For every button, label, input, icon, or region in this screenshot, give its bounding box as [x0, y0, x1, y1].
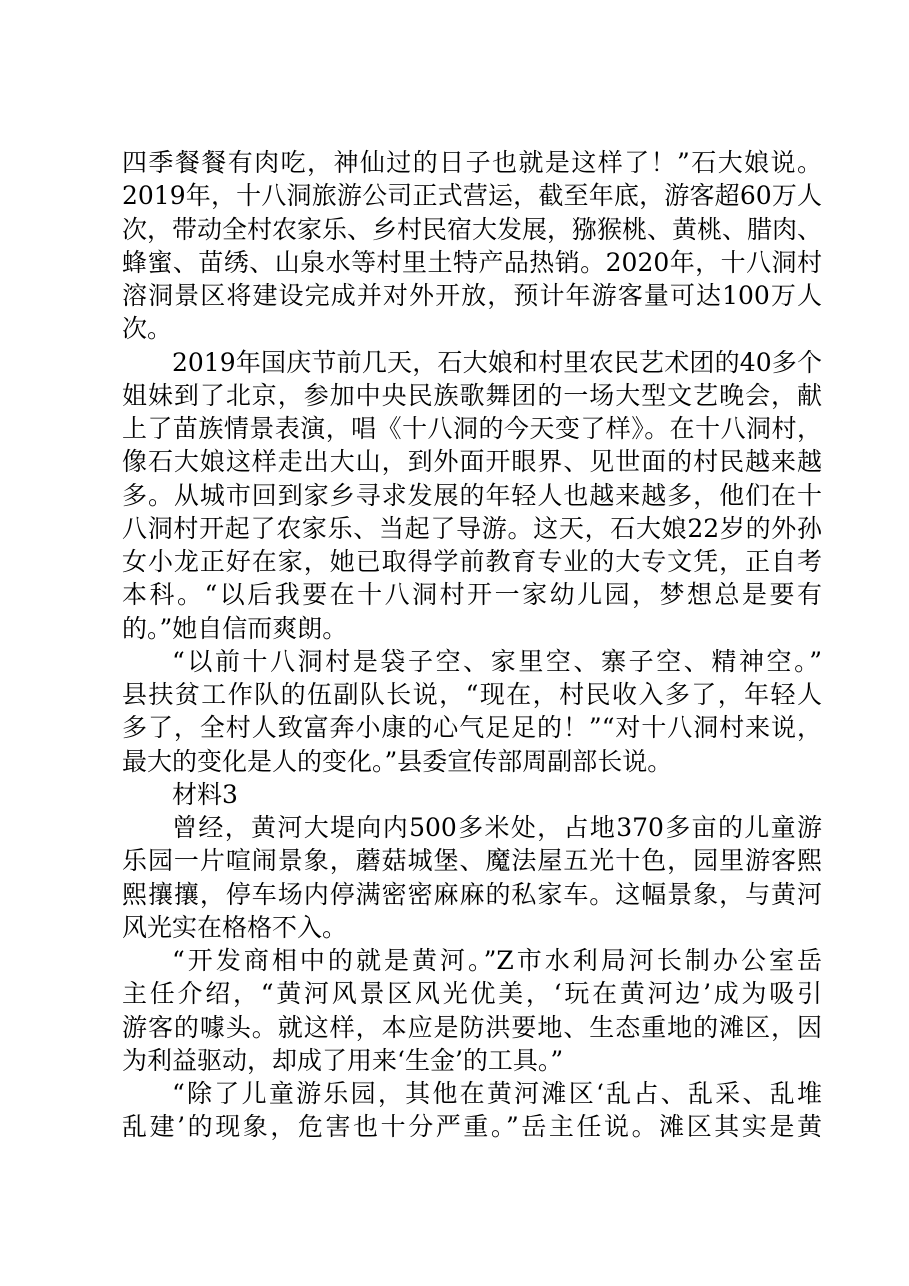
text-line: 八洞村开起了农家乐、当起了导游。这天，石大娘22岁的外孙 [122, 513, 822, 543]
text-line: 的。”她自信而爽朗。 [122, 613, 348, 643]
text-line: 姐妹到了北京，参加中央民族歌舞团的一场大型文艺晚会，献 [122, 380, 822, 410]
text-line: 曾经，黄河大堤向内500多米处，占地370多亩的儿童游 [172, 813, 822, 842]
text-line: 像石大娘这样走出大山，到外面开眼界、见世面的村民越来越 [122, 447, 822, 477]
text-line: “除了儿童游乐园，其他在黄河滩区‘乱占、乱采、乱堆 [172, 1079, 822, 1108]
text-line: 次，带动全村农家乐、乡村民宿大发展，猕猴桃、黄桃、腊肉、 [122, 214, 823, 244]
text-line: 县扶贫工作队的伍副队长说，“现在，村民收入多了，年轻人 [122, 680, 822, 709]
text-line: 主任介绍，“黄河风景区风光优美，‘玩在黄河边’成为吸引 [122, 979, 822, 1009]
text-line: 女小龙正好在家，她已取得学前教育专业的大专文凭，正自考 [122, 547, 822, 576]
text-line: 次。 [122, 314, 173, 344]
text-line: 多。从城市回到家乡寻求发展的年轻人也越来越多，他们在十 [122, 480, 822, 510]
text-line: “以前十八洞村是袋子空、家里空、寨子空、精神空。” [172, 646, 822, 676]
text-line: 2019年，十八洞旅游公司正式营运，截至年底，游客超60万人 [122, 181, 822, 211]
text-line: 2019年国庆节前几天，石大娘和村里农民艺术团的40多个 [172, 347, 822, 377]
text-line: 溶洞景区将建设完成并对外开放，预计年游客量可达100万人 [122, 281, 822, 310]
text-line: 乐园一片喧闹景象，蘑菇城堡、魔法屋五光十色，园里游客熙 [122, 846, 822, 876]
text-line: 蜂蜜、苗绣、山泉水等村里土特产品热销。2020年，十八洞村 [122, 247, 822, 277]
text-line: 游客的噱头。就这样，本应是防洪要地、生态重地的滩区，因 [122, 1012, 822, 1042]
text-line: “开发商相中的就是黄河。”Z市水利局河长制办公室岳 [172, 946, 822, 975]
text-line: 为利益驱动，却成了用来‘生金’的工具。” [122, 1045, 564, 1075]
text-line: 最大的变化是人的变化。”县委宣传部周副部长说。 [122, 746, 673, 776]
text-line: 本科。“以后我要在十八洞村开一家幼儿园，梦想总是要有 [122, 580, 822, 610]
text-line: 上了苗族情景表演，唱《十八洞的今天变了样》。在十八洞村， [122, 414, 822, 443]
text-line: 风光实在格格不入。 [122, 912, 348, 942]
text-line: 多了，全村人致富奔小康的心气足足的！”“对十八洞村来说， [122, 713, 822, 743]
body-text [122, 146, 822, 1144]
text-line: 熙攘攘，停车场内停满密密麻麻的私家车。这幅景象，与黄河 [122, 879, 822, 909]
text-line: 材料3 [172, 779, 238, 809]
text-line: 乱建’的现象，危害也十分严重。”岳主任说。滩区其实是黄 [122, 1112, 822, 1142]
text-line: 四季餐餐有肉吃，神仙过的日子也就是这样了！”石大娘说。 [122, 148, 822, 177]
